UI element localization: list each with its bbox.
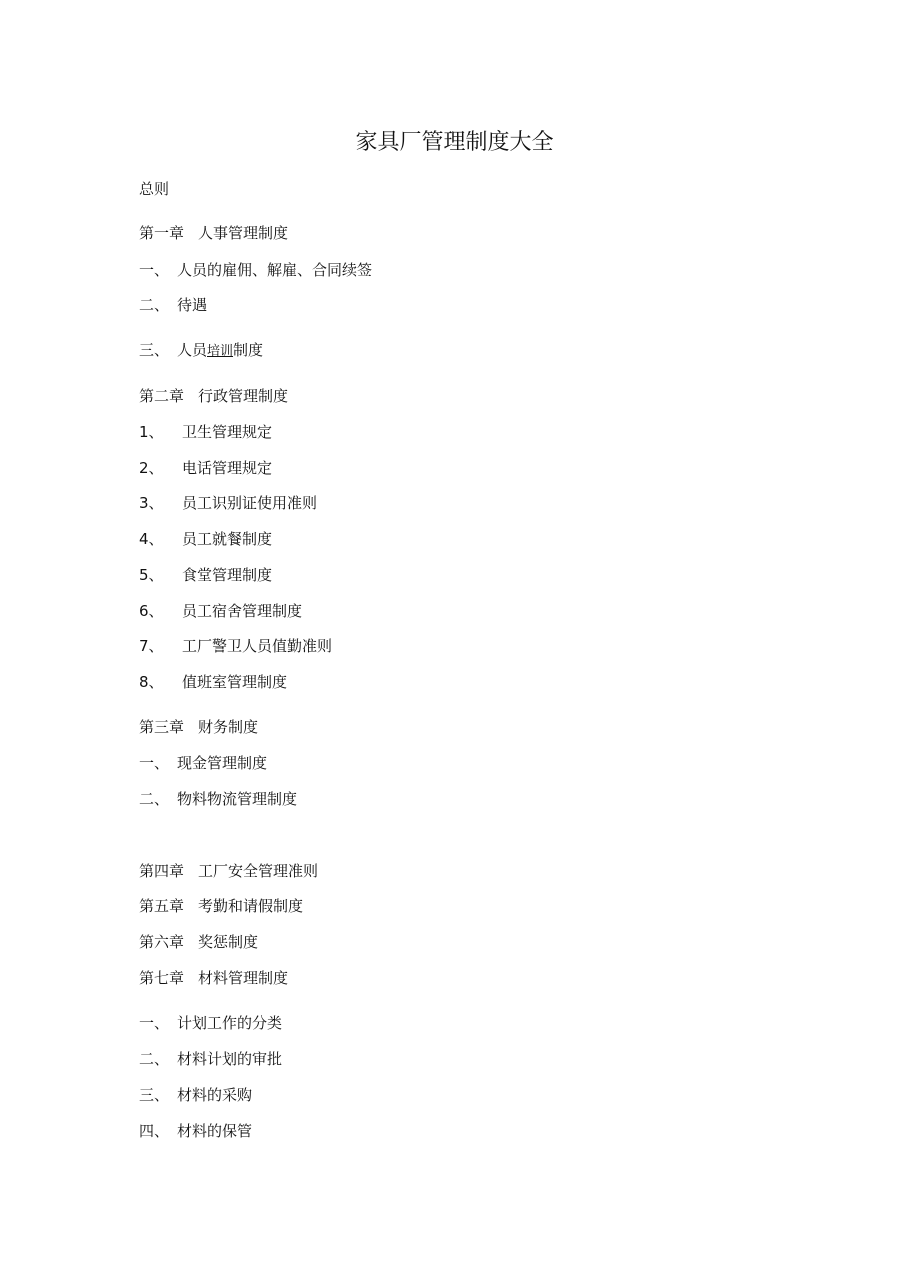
- chapter-title: 行政管理制度: [198, 387, 289, 405]
- list-item: [139, 493, 317, 513]
- chapter-number: 第四章: [139, 862, 185, 880]
- list-item: [139, 422, 272, 442]
- item-text: 员工宿舍管理制度: [182, 602, 303, 620]
- item-text: 食堂管理制度: [182, 566, 273, 584]
- chapter-number: 第五章: [139, 897, 185, 915]
- document-title: 家具厂管理制度大全: [355, 130, 554, 155]
- item-number: 2、: [139, 459, 164, 477]
- item-text: 材料的保管: [177, 1122, 253, 1140]
- list-item: [139, 565, 272, 585]
- chapter-number: 第七章: [139, 969, 185, 987]
- item-text: 卫生管理规定: [182, 423, 273, 441]
- item-number: 三、: [139, 341, 170, 359]
- list-item: [139, 340, 263, 362]
- item-text: 待遇: [177, 296, 208, 314]
- item-number: 四、: [139, 1122, 170, 1140]
- item-text: 值班室管理制度: [182, 673, 288, 691]
- item-number: 一、: [139, 261, 170, 279]
- list-item: [139, 458, 272, 478]
- list-item: [139, 260, 372, 280]
- item-number: 一、: [139, 1014, 170, 1032]
- chapter-title: 人事管理制度: [198, 224, 289, 242]
- item-number: 5、: [139, 566, 164, 584]
- list-item: [139, 1121, 252, 1141]
- item-text: 电话管理规定: [182, 459, 273, 477]
- item-text: 材料计划的审批: [177, 1050, 283, 1068]
- item-text: 物料物流管理制度: [177, 790, 298, 808]
- list-item: [139, 1085, 252, 1105]
- chapter-title: 材料管理制度: [198, 969, 289, 987]
- chapter-6-heading: [139, 932, 258, 952]
- item-text-part: 制度: [233, 341, 264, 359]
- underlined-word: 培训: [207, 344, 234, 359]
- chapter-number: 第三章: [139, 718, 185, 736]
- item-text-part: 人员: [177, 341, 208, 359]
- list-item: [139, 529, 272, 549]
- chapter-4-heading: [139, 861, 318, 881]
- list-item: [139, 789, 297, 809]
- item-number: 三、: [139, 1086, 170, 1104]
- chapter-number: 第六章: [139, 933, 185, 951]
- chapter-5-heading: [139, 896, 303, 916]
- chapter-title: 工厂安全管理准则: [198, 862, 319, 880]
- item-number: 二、: [139, 296, 170, 314]
- chapter-number: 第二章: [139, 387, 185, 405]
- list-item: [139, 1013, 282, 1033]
- item-text: 工厂警卫人员值勤准则: [182, 637, 333, 655]
- item-number: 4、: [139, 530, 164, 548]
- item-text: [177, 340, 263, 362]
- item-number: 二、: [139, 790, 170, 808]
- item-text: 员工识别证使用准则: [182, 494, 318, 512]
- chapter-title: 财务制度: [198, 718, 259, 736]
- list-item: [139, 672, 287, 692]
- item-number: 3、: [139, 494, 164, 512]
- item-text: 材料的采购: [177, 1086, 253, 1104]
- list-item: [139, 1049, 282, 1069]
- chapter-title: 考勤和请假制度: [198, 897, 304, 915]
- item-text: 现金管理制度: [177, 754, 268, 772]
- list-item: [139, 753, 267, 773]
- chapter-title: 奖惩制度: [198, 933, 259, 951]
- chapter-number: 第一章: [139, 224, 185, 242]
- chapter-1-heading: [139, 223, 288, 243]
- chapter-7-heading: [139, 968, 288, 988]
- intro-heading: [139, 179, 169, 199]
- item-number: 6、: [139, 602, 164, 620]
- item-number: 一、: [139, 754, 170, 772]
- item-number: 1、: [139, 423, 164, 441]
- item-text: 计划工作的分类: [177, 1014, 283, 1032]
- item-number: 8、: [139, 673, 164, 691]
- item-text: 员工就餐制度: [182, 530, 273, 548]
- item-text: 人员的雇佣、解雇、合同续签: [177, 261, 373, 279]
- intro-text: 总则: [139, 180, 170, 198]
- chapter-3-heading: [139, 717, 258, 737]
- list-item: [139, 636, 332, 656]
- chapter-2-heading: [139, 386, 288, 406]
- item-number: 7、: [139, 637, 164, 655]
- list-item: [139, 295, 207, 315]
- item-number: 二、: [139, 1050, 170, 1068]
- list-item: [139, 601, 302, 621]
